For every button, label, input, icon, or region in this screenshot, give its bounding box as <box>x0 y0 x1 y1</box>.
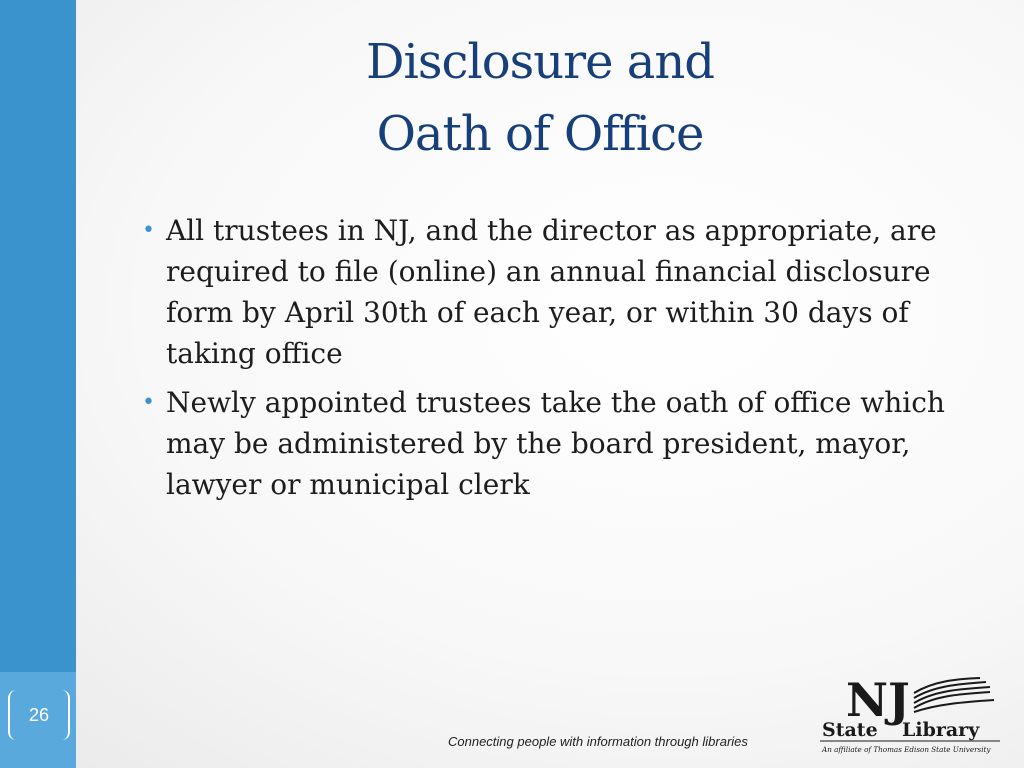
bullet-text: All trustees in NJ, and the director as appropriate, are required to file (online) an annual financial disclosure form by April 30th of each year, or within 30 days of taking office <box>166 214 937 370</box>
logo-nj: NJ <box>846 673 910 727</box>
footer-tagline: Connecting people with information through libraries <box>448 734 748 749</box>
bullet-dot-icon: • <box>142 390 155 415</box>
bullet-list <box>138 210 978 513</box>
logo-graphic <box>818 672 1004 760</box>
bullet-text: Newly appointed trustees take the oath of office which may be administered by the board president, mayor, lawyer or municipal clerk <box>166 386 945 501</box>
slide-title <box>140 26 940 170</box>
logo-library: Library <box>902 719 980 741</box>
logo-state: State <box>822 719 878 741</box>
title-line-1: Disclosure and <box>365 34 714 90</box>
logo-affiliate: An affiliate of Thomas Edison State University <box>822 745 991 754</box>
left-sidebar <box>0 0 76 768</box>
title-line-2: Oath of Office <box>376 106 704 162</box>
page-number: 26 <box>28 704 50 725</box>
bullet-dot-icon: • <box>142 218 155 243</box>
nj-state-library-logo <box>818 672 1004 760</box>
bullet-item <box>138 210 978 374</box>
book-pages-icon <box>914 678 994 712</box>
page-number-badge <box>8 690 70 740</box>
bullet-item <box>138 382 978 505</box>
